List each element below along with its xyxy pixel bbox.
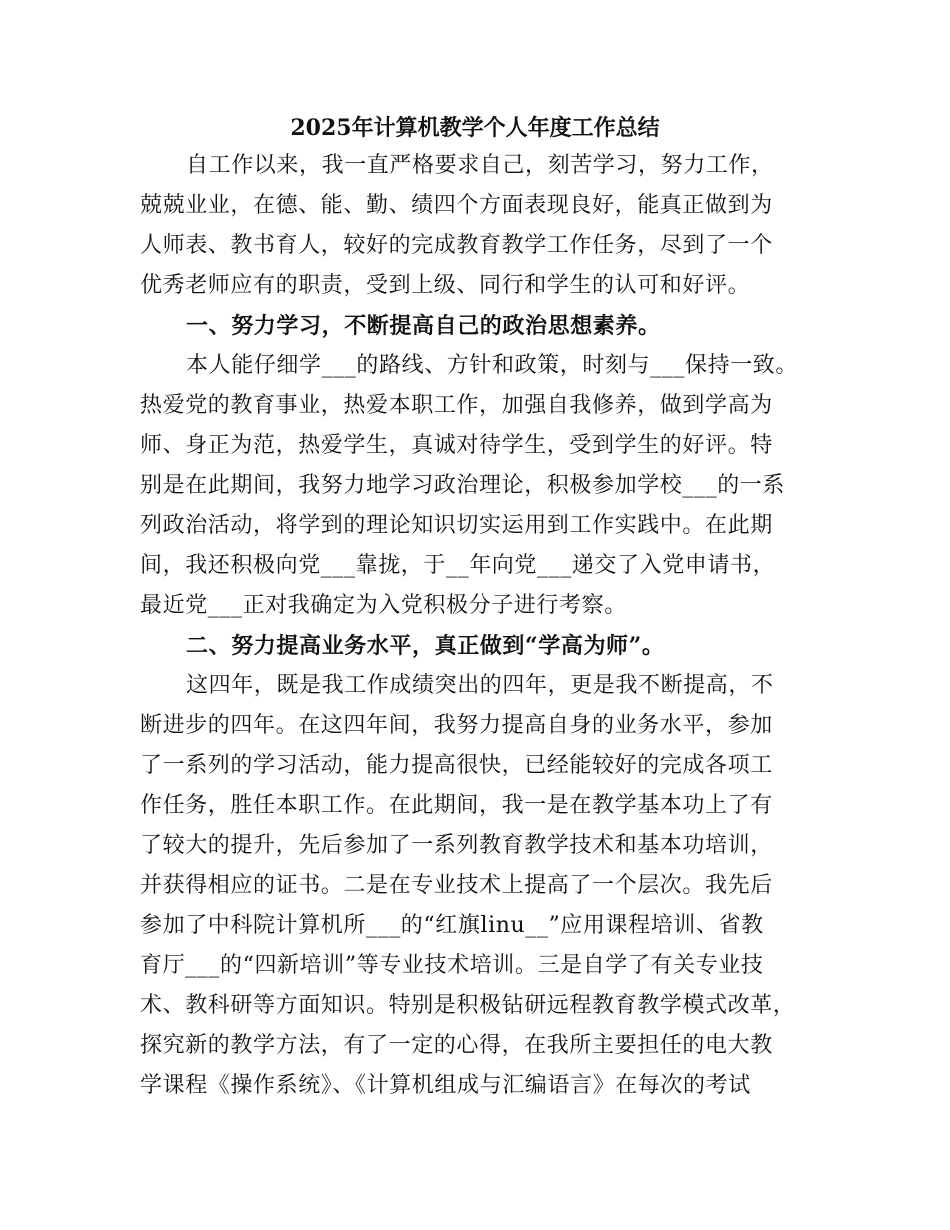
section-heading-2: 二、努力提高业务水平，真正做到“学高为师”。 [186, 633, 665, 659]
paragraph-line: 探究新的教学方法，有了一定的心得，在我所主要担任的电大教 [140, 1033, 773, 1058]
paragraph-line: 本人能仔细学___的路线、方针和政策，时刻与___保持一致。 [186, 353, 799, 378]
paragraph-line: 参加了中科院计算机所___的“红旗linu__”应用课程培训、省教 [140, 913, 764, 938]
paragraph-line: 术、教科研等方面知识。特别是积极钻研远程教育教学模式改革， [140, 993, 796, 1018]
paragraph-line: 作任务，胜任本职工作。在此期间，我一是在教学基本功上了有 [140, 793, 773, 818]
paragraph-line: 学课程《操作系统》、《计算机组成与汇编语言》在每次的考试 [140, 1073, 751, 1098]
paragraph-line: 育厅___的“四新培训”等专业技术培训。三是自学了有关专业技 [140, 953, 764, 978]
paragraph-line: 人师表、教书育人，较好的完成教育教学工作任务，尽到了一个 [140, 233, 773, 258]
paragraph-line: 自工作以来，我一直严格要求自己，刻苦学习，努力工作， [186, 153, 774, 178]
paragraph-line: 最近党___正对我确定为入党积极分子进行考察。 [140, 593, 627, 618]
paragraph-line: 并获得相应的证书。二是在专业技术上提高了一个层次。我先后 [140, 873, 773, 898]
paragraph-line: 师、身正为范，热爱学生，真诚对待学生，受到学生的好评。特 [140, 433, 773, 458]
paragraph-line: 优秀老师应有的职责，受到上级、同行和学生的认可和好评。 [140, 273, 751, 298]
paragraph-line: 了一系列的学习活动，能力提高很快，已经能较好的完成各项工 [140, 753, 773, 778]
paragraph-line: 了较大的提升，先后参加了一系列教育教学技术和基本功培训， [140, 833, 773, 858]
paragraph-line: 热爱党的教育事业，热爱本职工作，加强自我修养，做到学高为 [140, 393, 773, 418]
paragraph-line: 断进步的四年。在这四年间，我努力提高自身的业务水平，参加 [140, 713, 773, 738]
section-heading-1: 一、努力学习，不断提高自己的政治思想素养。 [186, 313, 661, 339]
paragraph-line: 兢兢业业，在德、能、勤、绩四个方面表现良好，能真正做到为 [140, 193, 773, 218]
paragraph-line: 列政治活动，将学到的理论知识切实运用到工作实践中。在此期 [140, 513, 773, 538]
paragraph-line: 这四年，既是我工作成绩突出的四年，更是我不断提高，不 [186, 673, 774, 698]
document-title: 2025年计算机教学个人年度工作总结 [290, 115, 660, 141]
paragraph-line: 间，我还积极向党___靠拢，于__年向党___递交了入党申请书， [140, 553, 776, 578]
paragraph-line: 别是在此期间，我努力地学习政治理论，积极参加学校___的一系 [140, 473, 786, 498]
